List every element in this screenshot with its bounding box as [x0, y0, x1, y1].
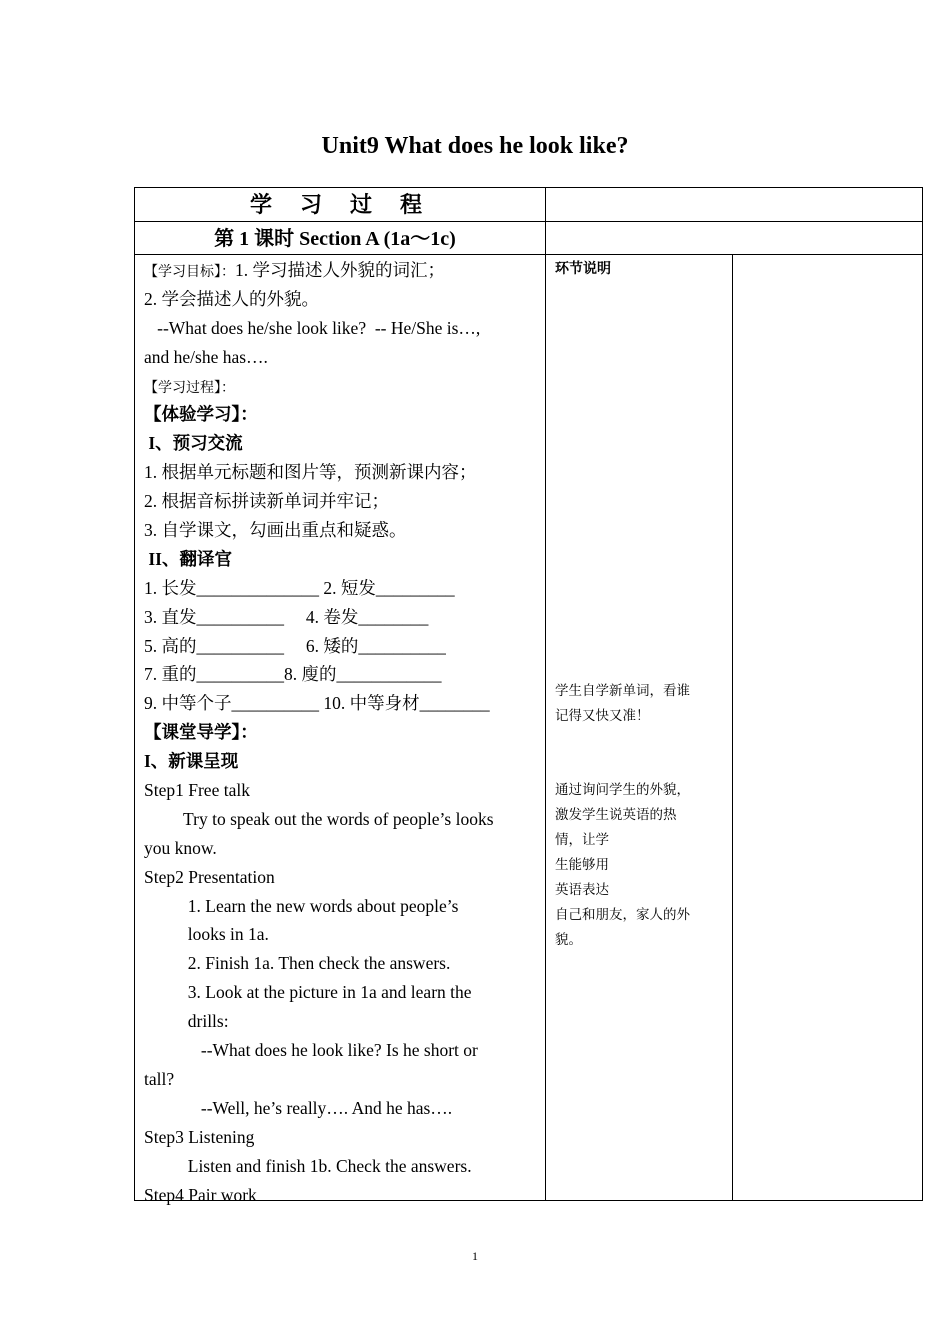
content-line: [144, 400, 540, 429]
line-text: and he/she has….: [144, 346, 268, 367]
content-line: [144, 805, 540, 834]
line-text: Step3 Listening: [144, 1126, 255, 1147]
row-divider-2: [135, 254, 922, 255]
content-line: [144, 1181, 540, 1210]
line-text: --Well, he’s really…. And he has….: [144, 1097, 453, 1118]
content-line: [144, 718, 540, 747]
content-line: [144, 545, 540, 574]
line-text: 3. Look at the picture in 1a and learn the: [144, 982, 472, 1003]
line-text: Step2 Presentation: [144, 866, 275, 887]
document-title: Unit9 What does he look like?: [321, 133, 629, 159]
note-line: 激发学生说英语的热: [555, 807, 677, 823]
line-text: tall?: [144, 1068, 175, 1089]
content-line: [144, 978, 540, 1007]
note-line: 生能够用: [555, 857, 609, 873]
line-text: 1. Learn the new words about people’s: [144, 895, 459, 916]
content-line: [144, 689, 540, 718]
section-heading: I、新课呈现: [144, 751, 239, 772]
line-text: drills:: [144, 1011, 229, 1032]
note-appearance: [555, 778, 735, 953]
line-text: 2. 学会描述人的外貌。: [144, 288, 319, 309]
line-text: 2. Finish 1a. Then check the answers.: [144, 953, 451, 974]
line-text: Listen and finish 1b. Check the answers.: [144, 1155, 472, 1176]
section-heading: I、预习交流: [144, 433, 243, 454]
content-line: [144, 314, 540, 343]
lesson-table: [134, 187, 923, 1205]
lesson-content: [144, 256, 540, 1209]
line-text: you know.: [144, 837, 217, 858]
note-line: 记得又快又准！: [555, 708, 650, 724]
process-header: 学习过程: [249, 192, 450, 217]
note-line: 自己和朋友，家人的外: [555, 907, 690, 923]
section-tag: 【学习过程】：: [144, 380, 235, 396]
content-line: [144, 487, 540, 516]
line-text: --What does he/she look like? -- He/She is…,: [144, 317, 481, 338]
line-text: Step1 Free talk: [144, 780, 250, 801]
content-line: [144, 516, 540, 545]
notes-header: 环节说明: [555, 261, 611, 277]
section-heading: 【体验学习】：: [144, 404, 258, 425]
content-line: [144, 372, 540, 401]
content-line: [144, 285, 540, 314]
note-line: 情，让学: [555, 832, 609, 848]
content-line: [144, 776, 540, 805]
content-line: [144, 1123, 540, 1152]
line-text: 1. 根据单元标题和图片等，预测新课内容；: [144, 462, 477, 483]
content-line: [144, 1152, 540, 1181]
note-vocabulary: [555, 679, 735, 729]
content-line: [144, 1007, 540, 1036]
line-text: 1. 长发______________ 2. 短发_________: [144, 577, 455, 598]
content-line: [144, 892, 540, 921]
line-text: 3. 直发__________ 4. 卷发________: [144, 606, 429, 627]
content-line: [144, 632, 540, 661]
content-line: [144, 660, 540, 689]
content-line: [144, 343, 540, 372]
section-tag: 【学习目标】：: [144, 265, 235, 280]
content-line: [144, 574, 540, 603]
note-line: 通过询问学生的外貌，: [555, 782, 690, 798]
section-heading: II、翻译官: [144, 548, 232, 569]
line-text: 5. 高的__________ 6. 矮的__________: [144, 635, 446, 656]
note-line: 貌。: [555, 932, 582, 948]
content-line: [144, 256, 540, 285]
content-line: [144, 920, 540, 949]
content-line: [144, 429, 540, 458]
note-line: 学生自学新单词，看谁: [555, 683, 690, 699]
page-number: 1: [472, 1249, 478, 1263]
line-text: Try to speak out the words of people’s looks: [144, 808, 494, 829]
line-text: 1. 学习描述人外貌的词汇；: [235, 260, 445, 280]
line-text: 9. 中等个子__________ 10. 中等身材________: [144, 693, 490, 714]
note-line: 英语表达: [555, 882, 609, 898]
content-line: [144, 1065, 540, 1094]
line-text: looks in 1a.: [144, 924, 269, 945]
content-line: [144, 863, 540, 892]
line-text: 2. 根据音标拼读新单词并牢记；: [144, 491, 389, 512]
column-divider-1: [545, 188, 546, 1200]
line-text: 7. 重的__________8. 廋的____________: [144, 664, 442, 685]
lesson-header: 第 1 课时 Section A (1a～1c): [214, 228, 456, 250]
content-line: [144, 1036, 540, 1065]
line-text: 3. 自学课文，勾画出重点和疑惑。: [144, 520, 407, 541]
content-line: [144, 1094, 540, 1123]
content-line: [144, 603, 540, 632]
content-line: [144, 458, 540, 487]
content-line: [144, 747, 540, 776]
content-line: [144, 834, 540, 863]
section-heading: 【课堂导学】：: [144, 722, 258, 743]
content-line: [144, 949, 540, 978]
line-text: Step4 Pair work: [144, 1184, 257, 1205]
line-text: --What does he look like? Is he short or: [144, 1040, 478, 1061]
